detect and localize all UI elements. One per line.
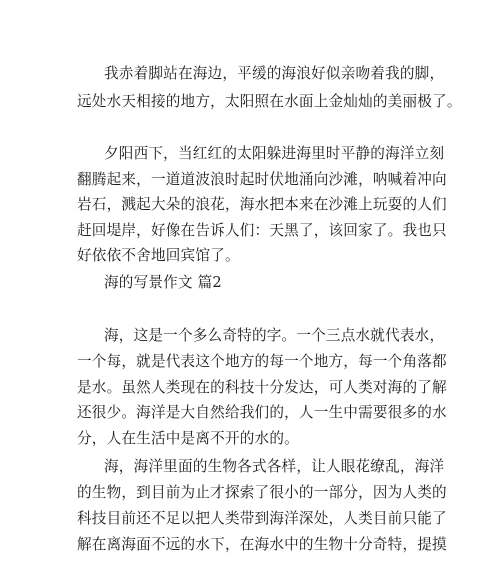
paragraph-2-line-2: 翻腾起来，一道道波浪时起时伏地涌向沙滩，呐喊着冲向 — [77, 171, 447, 188]
paragraph-1-line-2: 远处水天相接的地方，太阳照在水面上金灿灿的美丽极了。 — [77, 93, 462, 110]
paragraph-3-line-5: 分，人在生活中是离不开的水的。 — [77, 430, 299, 447]
paragraph-2-line-3: 岩石，溅起大朵的浪花，海水把本来在沙滩上玩耍的人们 — [77, 196, 447, 213]
paragraph-3-line-1: 海，这是一个多么奇特的字。一个三点水就代表水， — [104, 327, 445, 344]
paragraph-2-line-1: 夕阳西下，当红红的太阳躲进海里时平静的海洋立刻 — [104, 145, 445, 162]
paragraph-3-line-3: 是水。虽然人类现在的科技十分发达，可人类对海的了解 — [77, 379, 447, 396]
paragraph-1-line-1: 我赤着脚站在海边，平缓的海浪好似亲吻着我的脚， — [104, 65, 445, 82]
paragraph-4-line-2: 的生物，到目前为止才探索了很小的一部分，因为人类的 — [77, 484, 447, 501]
paragraph-2-line-4: 赶回堤岸，好像在告诉人们：天黑了，该回家了。我也只 — [77, 222, 447, 239]
paragraph-4-line-3: 科技目前还不足以把人类带到海洋深处，人类目前只能了 — [77, 510, 447, 527]
paragraph-2-line-5: 好依依不舍地回宾馆了。 — [77, 247, 240, 264]
paragraph-4-line-4: 解在离海面不远的水下，在海水中的生物十分奇特，提摸 — [77, 536, 447, 553]
paragraph-4-line-1: 海，海洋里面的生物各式各样，让人眼花缭乱，海洋 — [104, 458, 445, 475]
paragraph-3-line-2: 一个每，就是代表这个地方的每一个地方，每一个角落都 — [77, 353, 447, 370]
paragraph-3-line-4: 还很少。海洋是大自然给我们的，人一生中需要很多的水 — [77, 404, 447, 421]
section-title: 海的写景作文 篇2 — [104, 274, 222, 291]
